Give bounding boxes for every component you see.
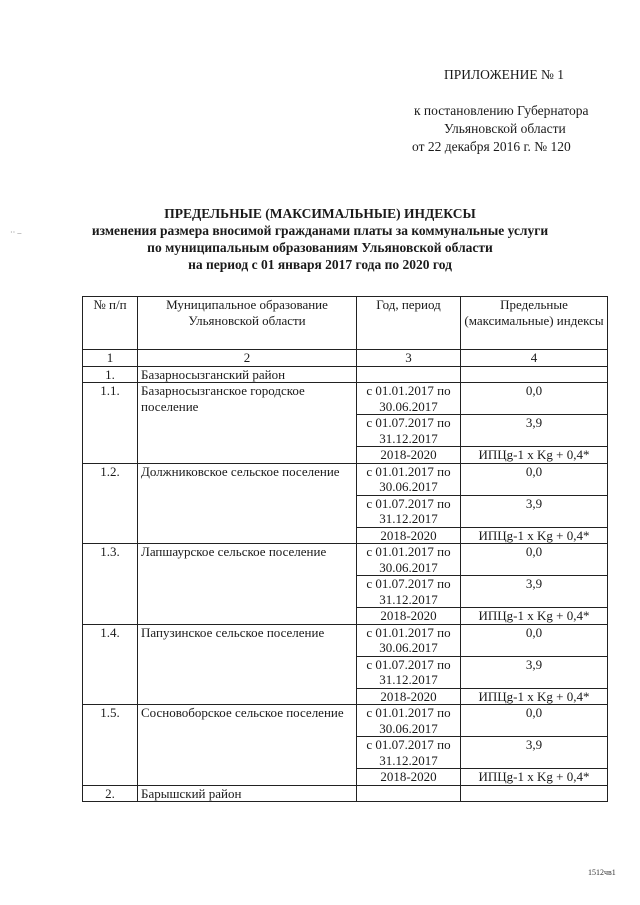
index-value: ИПЦg-1 x Kg + 0,4*	[461, 527, 608, 544]
period-cell: с 01.01.2017 по 30.06.2017	[357, 463, 461, 495]
settlement-num: 1.4.	[83, 624, 138, 705]
period-cell: с 01.07.2017 по 31.12.2017	[357, 415, 461, 447]
index-value: ИПЦg-1 x Kg + 0,4*	[461, 688, 608, 705]
header-index: Предельные (максимальные) индексы	[461, 297, 608, 350]
period-cell: с 01.07.2017 по 31.12.2017	[357, 495, 461, 527]
period-cell: 2018-2020	[357, 447, 461, 464]
index-value: 0,0	[461, 705, 608, 737]
index-value: 0,0	[461, 544, 608, 576]
district-num: 2.	[83, 785, 138, 802]
settlement-num: 1.2.	[83, 463, 138, 544]
header-num: № п/п	[83, 297, 138, 350]
table-row	[83, 383, 608, 415]
column-number-row	[83, 350, 608, 367]
col-number: 3	[357, 350, 461, 367]
scan-mark: ·· –	[10, 228, 22, 237]
col-number: 1	[83, 350, 138, 367]
table-header-row	[83, 297, 608, 350]
period-cell: с 01.07.2017 по 31.12.2017	[357, 737, 461, 769]
period-cell: с 01.01.2017 по 30.06.2017	[357, 383, 461, 415]
col-number: 4	[461, 350, 608, 367]
settlement-name: Сосновоборское сельское поселение	[138, 705, 357, 786]
index-value: ИПЦg-1 x Kg + 0,4*	[461, 608, 608, 625]
period-cell: с 01.01.2017 по 30.06.2017	[357, 544, 461, 576]
settlement-name: Должниковское сельское поселение	[138, 463, 357, 544]
period-cell: 2018-2020	[357, 527, 461, 544]
header-municipality: Муниципальное образование Ульяновской области	[138, 297, 357, 350]
period-cell: с 01.01.2017 по 30.06.2017	[357, 705, 461, 737]
index-value: 0,0	[461, 624, 608, 656]
decree-line-3: от 22 декабря 2016 г. № 120	[412, 139, 571, 154]
document-title: ПРЕДЕЛЬНЫЕ (МАКСИМАЛЬНЫЕ) ИНДЕКСЫ	[164, 206, 476, 221]
district-row	[83, 366, 608, 383]
index-value: ИПЦg-1 x Kg + 0,4*	[461, 447, 608, 464]
index-value: 3,9	[461, 415, 608, 447]
settlement-name: Папузинское сельское поселение	[138, 624, 357, 705]
period-cell: с 01.01.2017 по 30.06.2017	[357, 624, 461, 656]
period-cell: с 01.07.2017 по 31.12.2017	[357, 656, 461, 688]
index-value: ИПЦg-1 x Kg + 0,4*	[461, 769, 608, 786]
period-cell: с 01.07.2017 по 31.12.2017	[357, 576, 461, 608]
settlement-num: 1.5.	[83, 705, 138, 786]
index-value: 3,9	[461, 737, 608, 769]
district-row	[83, 785, 608, 802]
indices-table	[82, 296, 608, 802]
index-value: 3,9	[461, 576, 608, 608]
col-number: 2	[138, 350, 357, 367]
header-period: Год, период	[357, 297, 461, 350]
table-row	[83, 705, 608, 737]
table-row	[83, 544, 608, 576]
empty-cell	[357, 366, 461, 383]
empty-cell	[461, 366, 608, 383]
settlement-num: 1.1.	[83, 383, 138, 464]
period-cell: 2018-2020	[357, 688, 461, 705]
index-value: 0,0	[461, 463, 608, 495]
index-value: 0,0	[461, 383, 608, 415]
index-value: 3,9	[461, 495, 608, 527]
district-name: Барышский район	[138, 785, 357, 802]
settlement-name: Базарносызганское городское поселение	[138, 383, 357, 464]
decree-line-1: к постановлению Губернатора	[414, 103, 589, 118]
period-cell: 2018-2020	[357, 769, 461, 786]
table-row	[83, 624, 608, 656]
table-row	[83, 463, 608, 495]
appendix-label: ПРИЛОЖЕНИЕ № 1	[444, 67, 565, 82]
settlement-name: Лапшаурское сельское поселение	[138, 544, 357, 625]
decree-line-2: Ульяновской области	[444, 121, 566, 136]
district-num: 1.	[83, 366, 138, 383]
period-cell: 2018-2020	[357, 608, 461, 625]
document-subtitle-3: на период с 01 января 2017 года по 2020 год	[188, 257, 452, 272]
page-code: 1512чв1	[588, 868, 616, 877]
empty-cell	[461, 785, 608, 802]
district-name: Базарносызганский район	[138, 366, 357, 383]
document-subtitle-1: изменения размера вносимой гражданами платы за коммунальные услуги	[91, 223, 549, 238]
empty-cell	[357, 785, 461, 802]
settlement-num: 1.3.	[83, 544, 138, 625]
index-value: 3,9	[461, 656, 608, 688]
document-subtitle-2: по муниципальным образованиям Ульяновской области	[147, 240, 493, 255]
